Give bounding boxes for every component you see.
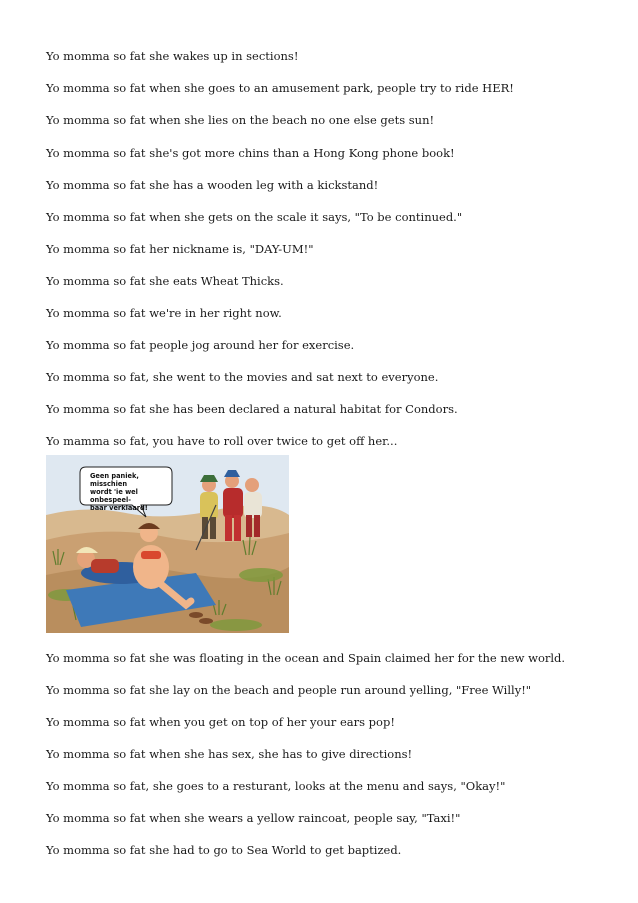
joke-line: Yo momma so fat when you get on top of her your ears pop! [46,715,395,729]
joke-line: Yo momma so fat when she wears a yellow raincoat, people say, "Taxi!" [46,811,461,825]
joke-line: Yo momma so fat when she lies on the beach no one else gets sun! [46,113,435,127]
joke-line: Yo momma so fat when she goes to an amusement park, people try to ride HER! [46,81,514,95]
speech-bubble-text: Geen paniek, misschien wordt 'ie wel onbespeel- baar verklaard! [90,472,148,512]
joke-line: Yo momma so fat she wakes up in sections! [46,49,299,63]
joke-line: Yo momma so fat she has been declared a natural habitat for Condors. [46,402,458,416]
joke-line: Yo momma so fat she had to go to Sea World to get baptized. [46,843,402,857]
joke-line: Yo mamma so fat, you have to roll over twice to get off her... [46,434,398,448]
joke-line: Yo momma so fat when she gets on the scale it says, "To be continued." [46,210,463,224]
joke-line: Yo momma so fat she was floating in the ocean and Spain claimed her for the new world. [46,651,566,665]
joke-line: Yo momma so fat she lay on the beach and people run around yelling, "Free Willy!" [46,683,532,697]
joke-line: Yo momma so fat, she goes to a resturant, looks at the menu and says, "Okay!" [46,779,506,793]
cartoon-illustration [46,455,289,633]
joke-line: Yo momma so fat her nickname is, "DAY-UM!" [46,242,314,256]
joke-line: Yo momma so fat she eats Wheat Thicks. [46,274,284,288]
joke-line: Yo momma so fat we're in her right now. [46,306,282,320]
beach-cartoon [46,455,289,633]
joke-line: Yo momma so fat when she has sex, she has to give directions! [46,747,413,761]
joke-line: Yo momma so fat, she went to the movies and sat next to everyone. [46,370,439,384]
joke-line: Yo momma so fat she has a wooden leg with a kickstand! [46,178,379,192]
joke-line: Yo momma so fat she's got more chins than a Hong Kong phone book! [46,146,455,160]
joke-line: Yo momma so fat people jog around her for exercise. [46,338,355,352]
